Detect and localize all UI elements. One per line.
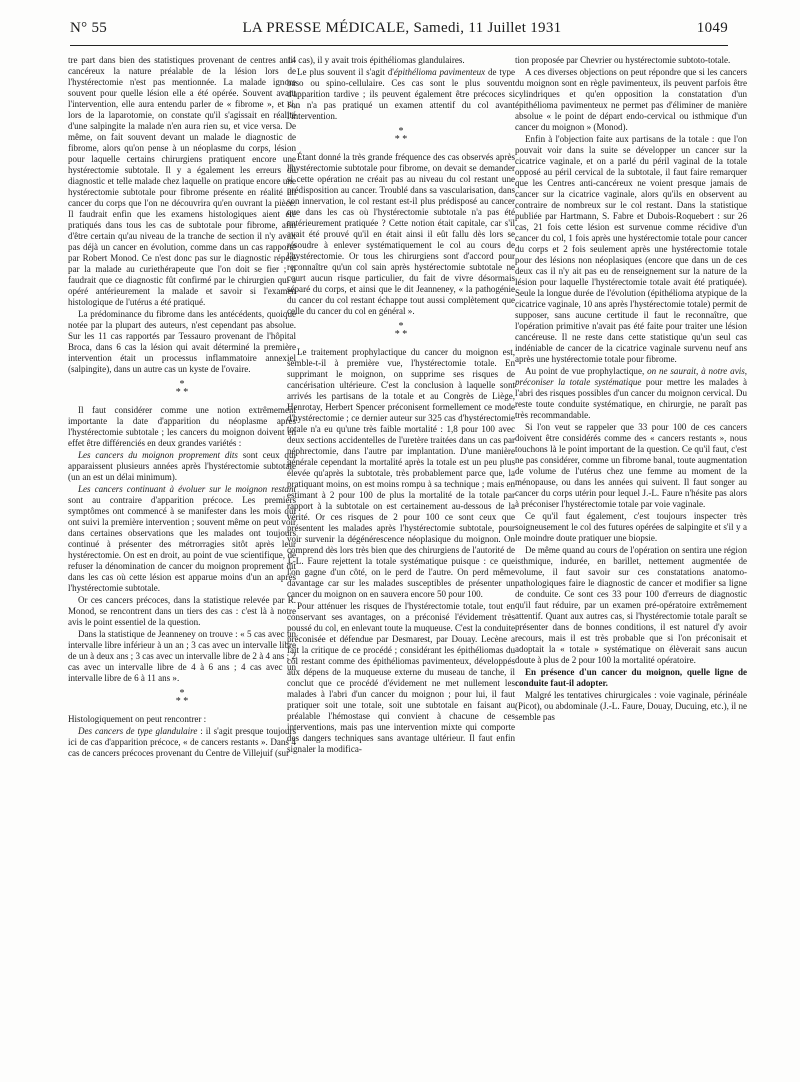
paragraph: Des cancers de type glandulaire : il s'agit presque toujours ici de cas d'apparition précoce, « de cancers restants ». Dans 4 cas de cancers précoces provenant du Centre de Villejuif (sur [68,726,296,758]
paragraph: Pour atténuer les risques de l'hystérectomie totale, tout en conservant ses avantages, on a préconisé l'évidement très poussé du col, en enlevant toute la muqueuse. C'est la conduite préconisée et défendue par Desmarest, par Douay. Lecène a fait la critique de ce procédé ; considérant les épithéliomas du col restant comme des épithéliomas pavimenteux, développés aux dépens de la muqueuse externe du museau de tanche, il conclut que ce procédé d'évidement ne met nullement les malades à l'abri d'un cancer du moignon ; pour lui, il faut pratiquer soit une totale, soit une subtotale en faisant au préalable l'hémostase qui convient à chacune de ces interventions, mais pas une intervention mixte qui comporte des dangers techniques sans avantage ultérieur. Il faut enfin signaler la modifica- [287,601,515,754]
issue-number: N° 55 [70,20,108,36]
column-2 [287,55,515,756]
section-separator: * * * [175,379,189,398]
page-header [70,20,728,44]
paragraph: Si l'on veut se rappeler que 33 pour 100 de ces cancers doivent être considérés comme des « cancers restants », nous touchons là le point important de la question. Ce qu'il faut, c'est ne pas considérer, comme un fibrome banal, toute augmentation de volume de l'utérus chez une femme au moment de la ménopause, ou dans les années qui suivent. Il faut songer au cancer du corps utérin pour lequel J.-L. Faure n'hésite pas alors à préconiser l'hystérectomie totale par voie vaginale. [515,422,747,509]
paragraph: Le plus souvent il s'agit d'épithélioma pavimenteux de type baso ou spino-cellulaire. Ces cas sont le plus souvent d'apparition tardive ; ils peuvent également être précoces si l'on n'a pas pratiqué un examen attentif du col avant l'intervention. [287,67,515,121]
section-separator: * * * [394,321,408,340]
paragraph: Dans la statistique de Jeanneney on trouve : « 5 cas avec un intervalle libre inférieur à un an ; 3 cas avec un intervalle libre de un à deux ans ; 3 cas avec un intervalle libre de 2 à 4 ans ; 2 cas avec un intervalle libre de 4 à 6 ans ; 4 cas avec un intervalle libre de 6 à 11 ans ». [68,629,296,683]
paragraph: La prédominance du fibrome dans les antécédents, quoique notée par la plupart des auteurs, n'est cependant pas absolue. Sur les 11 cas rapportés par Tessauro provenant de l'hôpital Broca, dans 6 cas la lésion qui avait déterminé la première intervention était un processus inflammatoire annexiel (salpingite), dans un autre cas un kyste de l'ovaire. [68,309,296,374]
paragraph: 14 cas), il y avait trois épithéliomas glandulaires. [287,55,465,65]
paragraph: tion proposée par Chevrier ou hystérectomie subtoto-totale. [515,55,731,65]
paragraph: Enfin à l'objection faite aux partisans de la totale : que l'on pouvait voir dans la suite se développer un cancer sur la cicatrice vaginale, et on a parlé du péril vaginal de la totale opposé au péril cervical de la subtotale, il faut faire remarquer que les Centres anti-cancéreux ne voient presque jamais de cancer sur la cicatrice vaginale, alors qu'ils en observent au contraire de nombreux sur le col restant. Dans la statistique publiée par Hartmann, S. Fabre et Dubois-Roquebert : sur 26 cas, 21 fois cette lésion est survenue comme récidive d'un cancer du col, 1 fois après une hystérectomie totale pour cancer du corps et 2 fois seulement après une hystérectomie totale pour des lésions non néoplasiques (encore que dans un de ces deux cas il n'y ait pas eu de renseignement sur la nature de la lésion pour laquelle l'hystérectomie totale avait été pratiquée). Seule la longue durée de l'évolution (épithélioma atypique de la cicatrice vaginale, 10 ans après l'hystérectomie totale) permit de supposer, sans aucune certitude il faut le reconnaître, que l'opération primitive n'avait pas été faite pour traiter une lésion cancéreuse. Il ne reste dans cette statistique qu'un seul cas indéniable de cancer de la cicatrice vaginale survenu neuf ans après une hystérectomie totale pour fibrome. [515,134,747,364]
paragraph: Malgré les tentatives chirurgicales : voie vaginale, périnéale (Picot), ou abdominale (J.-L. Faure, Douay, Ducuing, etc.), il ne semble pas [515,690,747,722]
header-rule [70,45,728,46]
paragraph: De même quand au cours de l'opération on sentira une région isthmique, indurée, en barillet, nettement augmentée de volume, il faut savoir sur ces constatations anatomo-pathologiques faire le diagnostic de cancer et modifier sa ligne de conduite. Ce sont ces 33 pour 100 d'erreurs de diagnostic qu'il faut réduire, par un examen pré-opératoire extrêmement attentif. Quant aux autres cas, si l'hystérectomie totale paraît se présenter dans de bonnes conditions, il est naturel d'y avoir recours, mais il est très probable que si l'on préconisait et adoptait la « totale » systématique on élèverait sans aucun doute à plus de 2 pour 100 la mortalité opératoire. [515,545,747,665]
paragraph: Les cancers du moignon proprement dits sont ceux qui apparaissent plusieurs années après l'hystérectomie subtotale (un an est un délai minimum). [68,450,296,482]
paragraph: A ces diverses objections on peut répondre que si les cancers du moignon sont en règle pavimenteux, ils peuvent parfois être cylindriques et qu'en opposition la constatation d'un épithélioma pavimenteux ne permet pas d'éliminer de manière absolue « le point de départ endo-cervical ou isthmique d'un cancer du moignon » (Monod). [515,67,747,132]
column-3 [515,55,747,724]
paragraph: Les cancers continuant à évoluer sur le moignon restant sont au contraire d'apparition précoce. Les premiers symptômes ont commencé à se manifester dans les mois qui ont suivi la première intervention ; souvent même on peut voir dans certaines observations que les malades ont toujours continué à présenter des métrorragies sitôt après leur hystérectomie. On est en droit, au point de vue scientifique, de refuser la dénomination de cancer du moignon proprement dit dans les cas où cette lésion est apparue moins d'un an après l'hystérectomie subtotale. [68,484,296,593]
paragraph: Histologiquement on peut rencontrer : [68,714,207,724]
paragraph: Ce qu'il faut également, c'est toujours inspecter très soigneusement le col des futures opérées de salpingite et s'il y a le moindre doute pratiquer une biopsie. [515,511,747,543]
masthead: LA PRESSE MÉDICALE, Samedi, 11 Juillet 1931 [242,20,562,36]
section-separator: * * * [175,688,189,707]
column-1 [68,55,296,760]
paragraph: tre part dans bien des statistiques provenant de centres anti-cancéreux la nature préalable de la lésion lors de l'hystérectomie n'est pas mentionnée. La malade ignore souvent pour quelle lésion elle a été opérée. Souvent avant l'intervention, elle aura entendu parler de « fibrome », et si, lors de la laparotomie, on constate qu'il s'agissait en réalité d'une salpingite la malade n'en aura rien su, et vice versa. De même, on fait souvent devant un malade le diagnostic de fibrome, alors qu'on pense à un néoplasme du corps, lésion pour laquelle certains chirurgiens pratiquent encore une hystérectomie subtotale. Il y a également les erreurs du diagnostic et telle malade chez laquelle on pratique encore une hystérectomie subtotale pour fibrome présente en réalité un cancer du corps que l'on ne découvrira qu'en ouvrant la pièce. Il faudrait enfin que les examens histologiques aient été pratiqués dans tous les cas de subtotale pour fibrome, afin d'être certain qu'au niveau de la tranche de section il n'y avait pas déjà un cancer en évolution, comme dans un cas rapporté par Robert Monod. Ce n'est donc pas sur le diagnostic répété par la malade au curiethérapeute que l'on doit se fier ; il faudrait que ce diagnostic fût confirmé par le chirurgien qui a opéré antérieurement la malade et savoir si l'examen histologique de l'utérus a été pratiqué. [68,55,296,307]
paragraph: Étant donné la très grande fréquence des cas observés après l'hystérectomie subtotale pour fibrome, on devait se demander si cette opération ne créait pas au niveau du col restant une prédisposition au cancer. Troublé dans sa vascularisation, dans son innervation, le col restant est-il plus prédisposé au cancer que dans les cas où l'hystérectomie subtotale n'a pas été antérieurement pratiquée ? Cette notion était capitale, car s'il avait été prouvé qu'il en était ainsi il eût fallu dès lors se résoudre à enlever systématiquement le col au cours de l'hystérectomie. Or tous les chirurgiens sont d'accord pour reconnaître qu'un col sain après hystérectomie subtotale ne court aucun risque particulier, du fait de vivre désormais séparé du corps, et ainsi que le dit Jeanneney, « la pathogénie du cancer du col restant échappe tout aussi complètement que celle du cancer du col en général ». [287,152,515,316]
paragraph: Il faut considérer comme une notion extrêmement importante la date d'apparition du néoplasme après l'hystérectomie subtotale ; les cancers du moignon doivent en effet être différenciés en deux grandes variétés : [68,405,296,448]
section-separator: * * * [394,126,408,145]
paragraph: En présence d'un cancer du moignon, quelle ligne de conduite faut-il adopter. [515,667,747,688]
paragraph: Or ces cancers précoces, dans la statistique relevée par R. Monod, se rencontrent dans un tiers des cas : c'est là à notre avis le point essentiel de la question. [68,595,296,627]
paragraph: Le traitement prophylactique du cancer du moignon est, semble-t-il à première vue, l'hystérectomie totale. En supprimant le moignon, on supprime ses risques de cancérisation ultérieure. C'est la conclusion à laquelle sont arrivés les partisans de la totale et au Congrès de Liège, Henrotay, Herbert Spencer préconisent formellement ce mode d'hystérectomie ; ce dernier auteur sur 325 cas d'hystérectomie totale n'a eu qu'une très faible mortalité : 1,8 pour 100 avec deux sections accidentelles de l'uretère traitées dans un cas par néphrectomie, dans l'autre par implantation. D'une manière générale cependant la mortalité après la totale est un peu plus élevée qu'après la subtotale, très probablement parce que, la pratiquant moins, on est moins rompu à sa technique ; mais en estimant à 2 pour 100 de plus la mortalité de la totale par rapport à la subtotale on est certainement au-dessous de la vérité. Or ces risques de 2 pour 100 ce sont ceux que présentent les malades après l'hystérectomie subtotale, pour voir survenir la dégénérescence néoplasique du moignon. On comprend dès lors très bien que des chirurgiens de l'autorité de J.-L. Faure rejettent la totale systématique puisque : ce que l'on gagne d'un côté, on le perd de l'autre. On perd même davantage car sur les malades susceptibles de présenter un cancer du moignon on en sauvera encore 50 pour 100. [287,347,515,599]
paragraph: Au point de vue prophylactique, on ne saurait, à notre avis, préconiser la totale systématique pour mettre les malades à l'abri des risques possibles d'un cancer du moignon cervical. Du reste toute conduite systématique, en chirurgie, ne paraît pas très recommandable. [515,366,747,420]
page-number: 1049 [696,20,728,36]
